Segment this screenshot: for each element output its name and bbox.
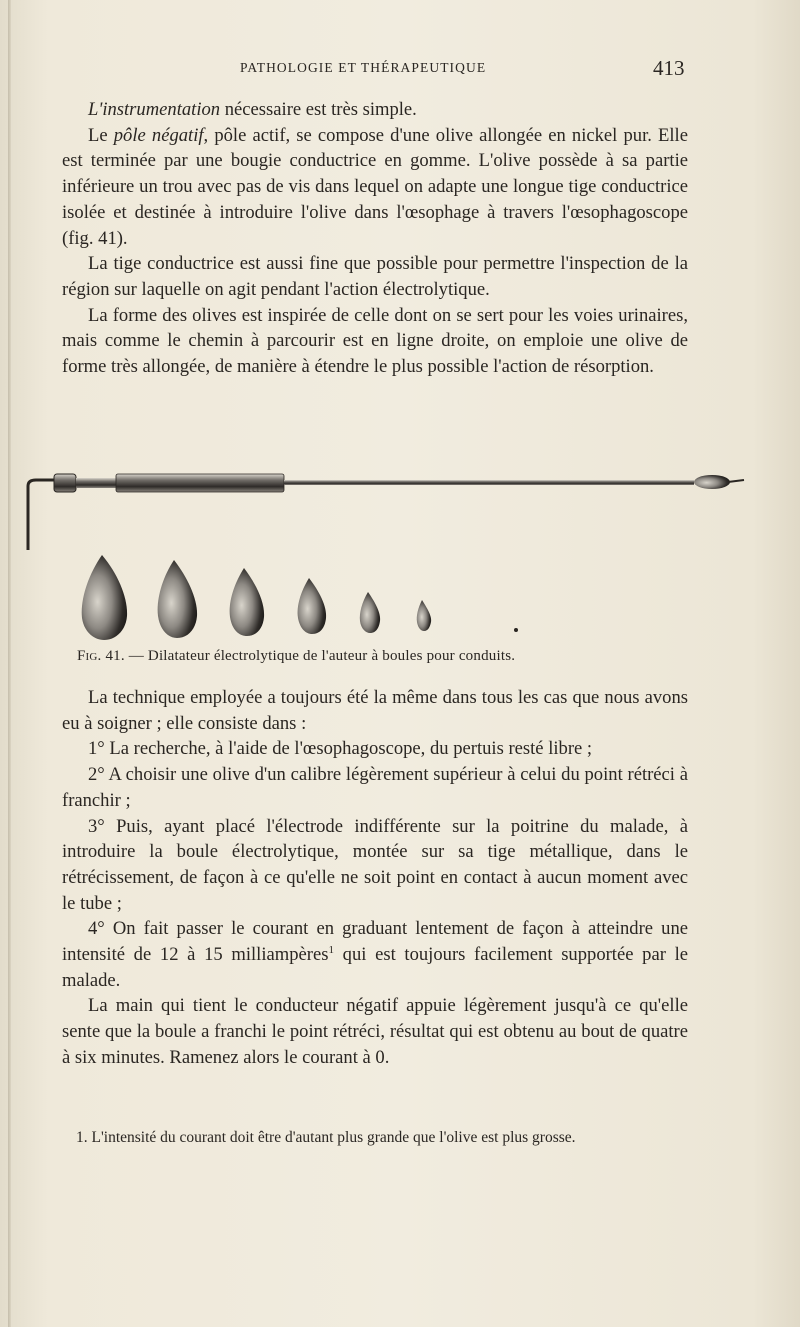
text-block-top (62, 97, 688, 380)
figure-caption-text: — Dilatateur électrolytique de l'auteur à boules pour conduits. (124, 648, 516, 664)
paragraph-forme-olives: La forme des olives est inspirée de celle dont on se sert pour les voies urinaires, mais comme le chemin à parcourir est en ligne droite, on emploie une olive de forme très allongée, de manière à étendre le plus possible l'action de résorption. (62, 304, 688, 378)
page-edge-shadow (8, 0, 11, 1327)
list-item-2: 2° A choisir une olive d'un calibre légèrement supérieur à celui du point rétréci à franchir ; (62, 764, 688, 811)
figure-41-illustration (22, 450, 752, 655)
figure-label: Fig. 41. (77, 648, 125, 664)
footnote-text: 1. L'intensité du courant doit être d'autant plus grande que l'olive est plus grosse. (76, 1129, 576, 1146)
figure-caption (77, 648, 717, 665)
list-item-1: 1° La recherche, à l'aide de l'œsophagoscope, du pertuis resté libre ; (88, 738, 593, 760)
running-head-title: PATHOLOGIE ET THÉRAPEUTIQUE (240, 60, 487, 75)
paragraph-pole-negatif: Le pôle négatif, pôle actif, se compose d'une olive allongée en nickel pur. Elle est terminée par une bougie conductrice en gomme. L'olive possède à sa partie inférieure un trou avec pas de vis dans lequel on adapte une longue tige conductrice isolée et destinée à introduire l'olive dans l'œsophage à travers l'œsophagoscope (fig. 41). (62, 124, 688, 249)
paragraph-instrumentation: L'instrumentation nécessaire est très simple. (88, 99, 417, 120)
list-item-4: 4° On fait passer le courant en graduant lentement de façon à atteindre une intensité de 12 à 15 milliampères$^1$ qui est toujours facilement supportée par le malade. (62, 918, 688, 991)
footnote-reference: 1 (328, 944, 334, 957)
list-item-3: 3° Puis, ayant placé l'électrode indifférente sur la poitrine du malade, à introduire la boule électrolytique, montée sur sa tige métallique, dans le rétrécissement, de façon à ce qu'elle ne soit point en contact à aucun moment avec le tube ; (62, 815, 688, 914)
footnote (62, 1128, 688, 1148)
paragraph-main-conducteur: La main qui tient le conducteur négatif appuie légèrement jusqu'à ce qu'elle sente que la boule a franchi le point rétréci, résultat qui est obtenu au bout de quatre à six minutes. Ramenez alors le courant à 0. (62, 995, 688, 1068)
paragraph-technique: La technique employée a toujours été la même dans tous les cas que nous avons eu à soigner ; elle consiste dans : (62, 687, 688, 734)
page-number: 413 (653, 56, 685, 80)
paragraph-tige-conductrice: La tige conductrice est aussi fine que possible pour permettre l'inspection de la région sur laquelle on agit pendant l'action électrolytique. (62, 253, 688, 300)
dilator-instrument (28, 474, 744, 550)
olive-set (82, 555, 518, 640)
running-head (0, 56, 800, 84)
text-block-bottom (62, 685, 688, 1071)
